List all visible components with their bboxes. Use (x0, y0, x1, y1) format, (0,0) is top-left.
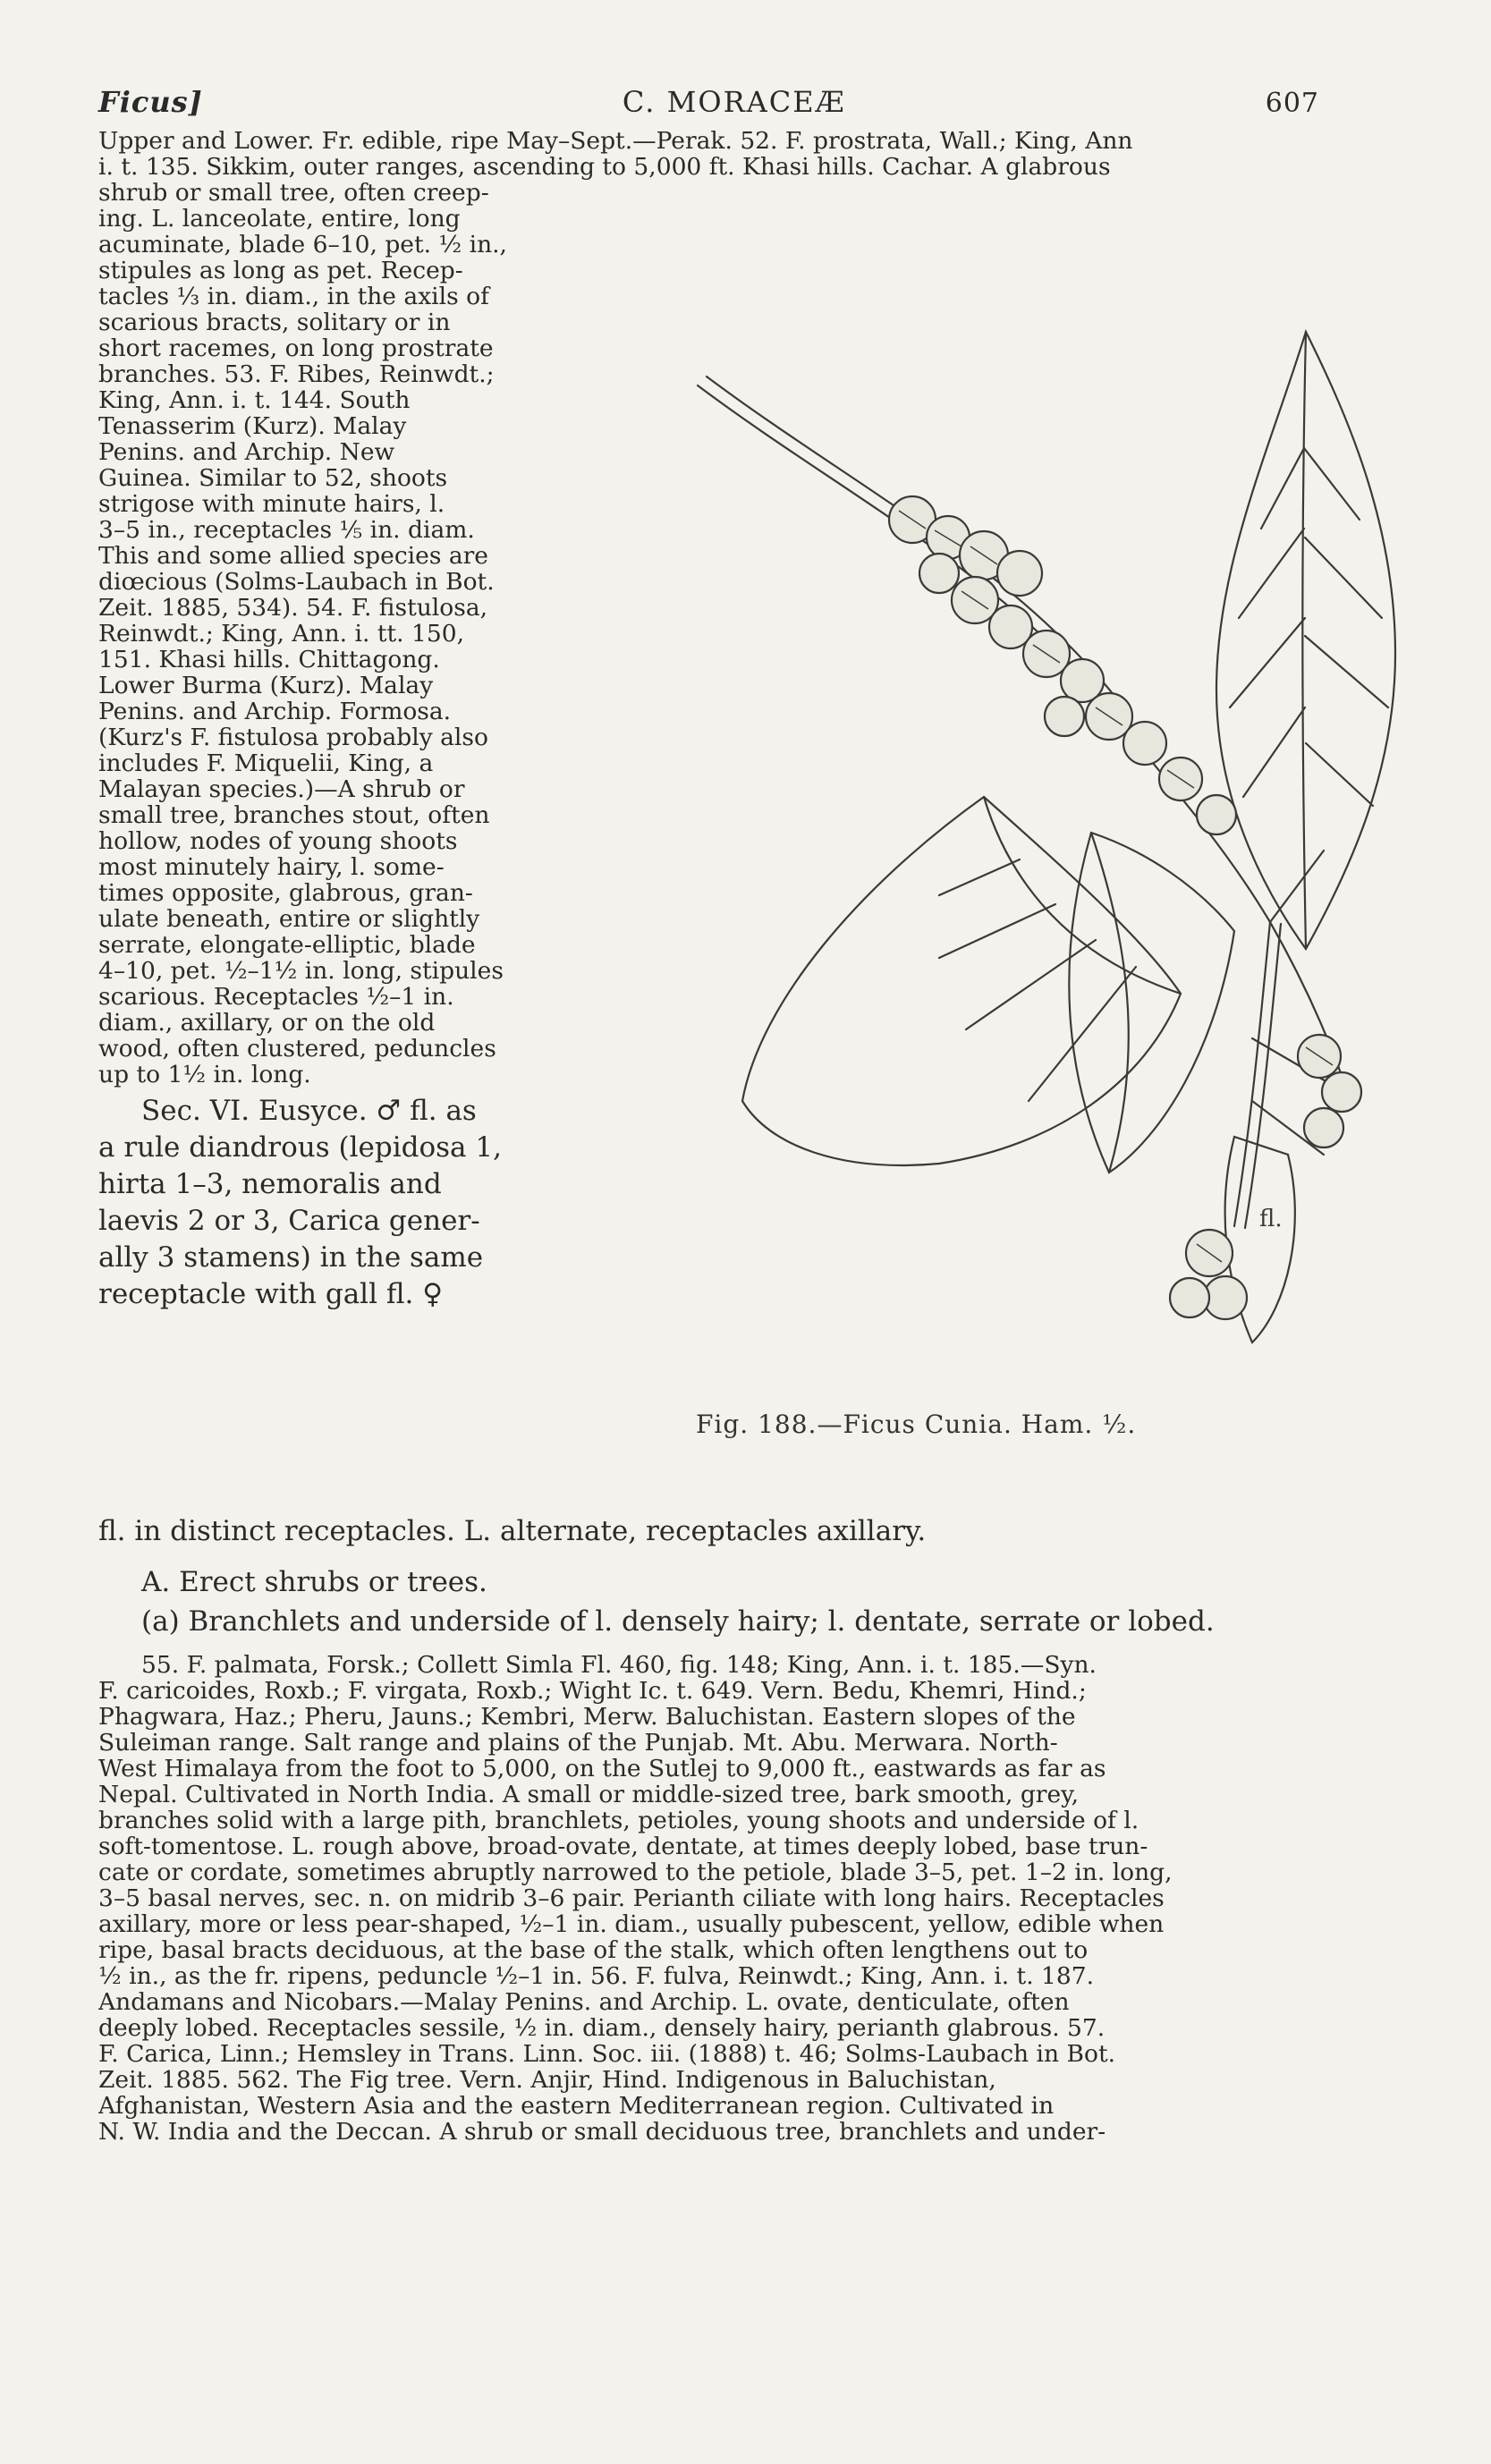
section-heading-text (98, 1093, 590, 1313)
text-line: diœcious (Solms-Laubach in Bot. (98, 568, 495, 596)
text-line: serrate, elongate-elliptic, blade (98, 931, 476, 959)
text-line: times opposite, glabrous, gran- (98, 879, 473, 907)
species-line: Afghanistan, Western Asia and the eastern Mediterranean region. Cultivated in (98, 2093, 1055, 2119)
text-line: ing. L. lanceolate, entire, long (98, 205, 461, 233)
text-line: Tenasserim (Kurz). Malay (98, 412, 407, 440)
text-line: Upper and Lower. Fr. edible, ripe May–Sept.—Perak. 52. F. prostrata, Wall.; King, Ann (98, 128, 1133, 154)
species-line: ripe, basal bracts deciduous, at the base of the stalk, which often lengthens out to (98, 1937, 1089, 1963)
section-tail-line: fl. in distinct receptacles. L. alternate, receptacles axillary. (98, 1515, 927, 1547)
figure-caption: Fig. 188.—Ficus Cunia. Ham. ½. (696, 1410, 1137, 1439)
species-line: Andamans and Nicobars.—Malay Penins. and Archip. L. ovate, denticulate, often (98, 1989, 1070, 2015)
text-line: tacles ⅓ in. diam., in the axils of (98, 283, 489, 310)
text-line: Lower Burma (Kurz). Malay (98, 672, 434, 699)
text-line: King, Ann. i. t. 144. South (98, 386, 411, 414)
species-line: cate or cordate, sometimes abruptly narrowed to the petiole, blade 3–5, pet. 1–2 in. long, (98, 1859, 1173, 1885)
left-column (98, 180, 590, 1313)
text-line: includes F. Miquelii, King, a (98, 749, 434, 777)
text-line: branches. 53. F. Ribes, Reinwdt.; (98, 360, 495, 388)
figure (644, 153, 1413, 1423)
species-line: axillary, more or less pear-shaped, ½–1 in. diam., usually pubescent, yellow, edible when (98, 1911, 1165, 1937)
page-number: 607 (1265, 88, 1319, 119)
species-line: West Himalaya from the foot to 5,000, on the Sutlej to 9,000 ft., eastwards as far as (98, 1756, 1106, 1782)
text-line: scarious bracts, solitary or in (98, 309, 451, 336)
species-line: deeply lobed. Receptacles sessile, ½ in. diam., densely hairy, perianth glabrous. 57. (98, 2015, 1106, 2041)
species-line: ½ in., as the fr. ripens, peduncle ½–1 in. 56. F. fulva, Reinwdt.; King, Ann. i. t. 187. (98, 1963, 1095, 1989)
main-text (98, 1513, 1319, 2145)
text-line: Penins. and Archip. New (98, 438, 395, 466)
text-line: 4–10, pet. ½–1½ in. long, stipules (98, 957, 504, 985)
section-line: laevis 2 or 3, Carica gener- (98, 1205, 480, 1237)
text-line: most minutely hairy, l. some- (98, 853, 445, 881)
section-line: ally 3 stamens) in the same (98, 1241, 484, 1274)
text-line: 3–5 in., receptacles ⅕ in. diam. (98, 516, 475, 544)
text-line: short racemes, on long prostrate (98, 334, 494, 362)
text-line: 151. Khasi hills. Chittagong. (98, 646, 440, 673)
species-line: 3–5 basal nerves, sec. n. on midrib 3–6 pair. Perianth ciliate with long hairs. Receptacles (98, 1885, 1165, 1911)
figure-annotation: fl. (1259, 1206, 1283, 1232)
section-line: a rule diandrous (lepidosa 1, (98, 1131, 502, 1164)
text-line: strigose with minute hairs, l. (98, 490, 445, 518)
text-line: shrub or small tree, often creep- (98, 179, 489, 207)
species-line: Zeit. 1885. 562. The Fig tree. Vern. Anjir, Hind. Indigenous in Baluchistan, (98, 2067, 996, 2093)
running-header (98, 85, 1319, 119)
species-line: soft-tomentose. L. rough above, broad-ovate, dentate, at times deeply lobed, base trun- (98, 1833, 1148, 1859)
species-line: N. W. India and the Deccan. A shrub or small deciduous tree, branchlets and under- (98, 2119, 1106, 2145)
species-line: F. caricoides, Roxb.; F. virgata, Roxb.; Wight Ic. t. 649. Vern. Bedu, Khemri, Hind.; (98, 1678, 1087, 1704)
species-line: Suleiman range. Salt range and plains of the Punjab. Mt. Abu. Merwara. North- (98, 1730, 1058, 1756)
text-line: stipules as long as pet. Recep- (98, 257, 463, 284)
text-line: hollow, nodes of young shoots (98, 827, 458, 855)
subsection-a-a: (a) Branchlets and underside of l. densely hairy; l. dentate, serrate or lobed. (141, 1605, 1215, 1638)
section-line: Sec. VI. Eusyce. ♂ fl. as (141, 1095, 477, 1127)
species-line: 55. F. palmata, Forsk.; Collett Simla Fl. 460, fig. 148; King, Ann. i. t. 185.—Syn. (141, 1652, 1097, 1678)
text-line: diam., axillary, or on the old (98, 1009, 436, 1037)
page (98, 85, 1319, 2145)
text-line: Guinea. Similar to 52, shoots (98, 464, 448, 492)
text-line: This and some allied species are (98, 542, 488, 570)
section-line: hirta 1–3, nemoralis and (98, 1168, 442, 1200)
section-line: receptacle with gall fl. ♀ (98, 1278, 443, 1310)
species-line: Nepal. Cultivated in North India. A small or middle-sized tree, bark smooth, grey, (98, 1782, 1080, 1808)
text-line: acuminate, blade 6–10, pet. ½ in., (98, 231, 507, 258)
text-line: Malayan species.)—A shrub or (98, 775, 465, 803)
species-paragraph (98, 1652, 1319, 2145)
header-genus: Ficus] (98, 85, 203, 119)
subsection-a: A. Erect shrubs or trees. (141, 1566, 487, 1598)
text-line: i. t. 135. Sikkim, outer ranges, ascending to 5,000 ft. Khasi hills. Cachar. A glabrous (98, 154, 1111, 180)
species-line: branches solid with a large pith, branchlets, petioles, young shoots and underside of l. (98, 1808, 1139, 1833)
text-line: Reinwdt.; King, Ann. i. tt. 150, (98, 620, 464, 648)
ficus-cunia-illustration (644, 153, 1413, 1423)
text-line: ulate beneath, entire or slightly (98, 905, 480, 933)
text-line: Penins. and Archip. Formosa. (98, 698, 452, 725)
species-line: F. Carica, Linn.; Hemsley in Trans. Linn. Soc. iii. (1888) t. 46; Solms-Laubach in Bot. (98, 2041, 1116, 2067)
header-family: C. MORACEÆ (622, 85, 846, 119)
text-line: (Kurz's F. fistulosa probably also (98, 724, 488, 751)
text-line: wood, often clustered, peduncles (98, 1035, 496, 1063)
text-line: scarious. Receptacles ½–1 in. (98, 983, 454, 1011)
column-text (98, 180, 590, 1088)
species-line: Phagwara, Haz.; Pheru, Jauns.; Kembri, Merw. Baluchistan. Eastern slopes of the (98, 1704, 1076, 1730)
figure-wrap-area (98, 180, 1319, 1526)
text-line: small tree, branches stout, often (98, 801, 490, 829)
text-line: Zeit. 1885, 534). 54. F. fistulosa, (98, 594, 488, 622)
text-line: up to 1½ in. long. (98, 1061, 311, 1088)
